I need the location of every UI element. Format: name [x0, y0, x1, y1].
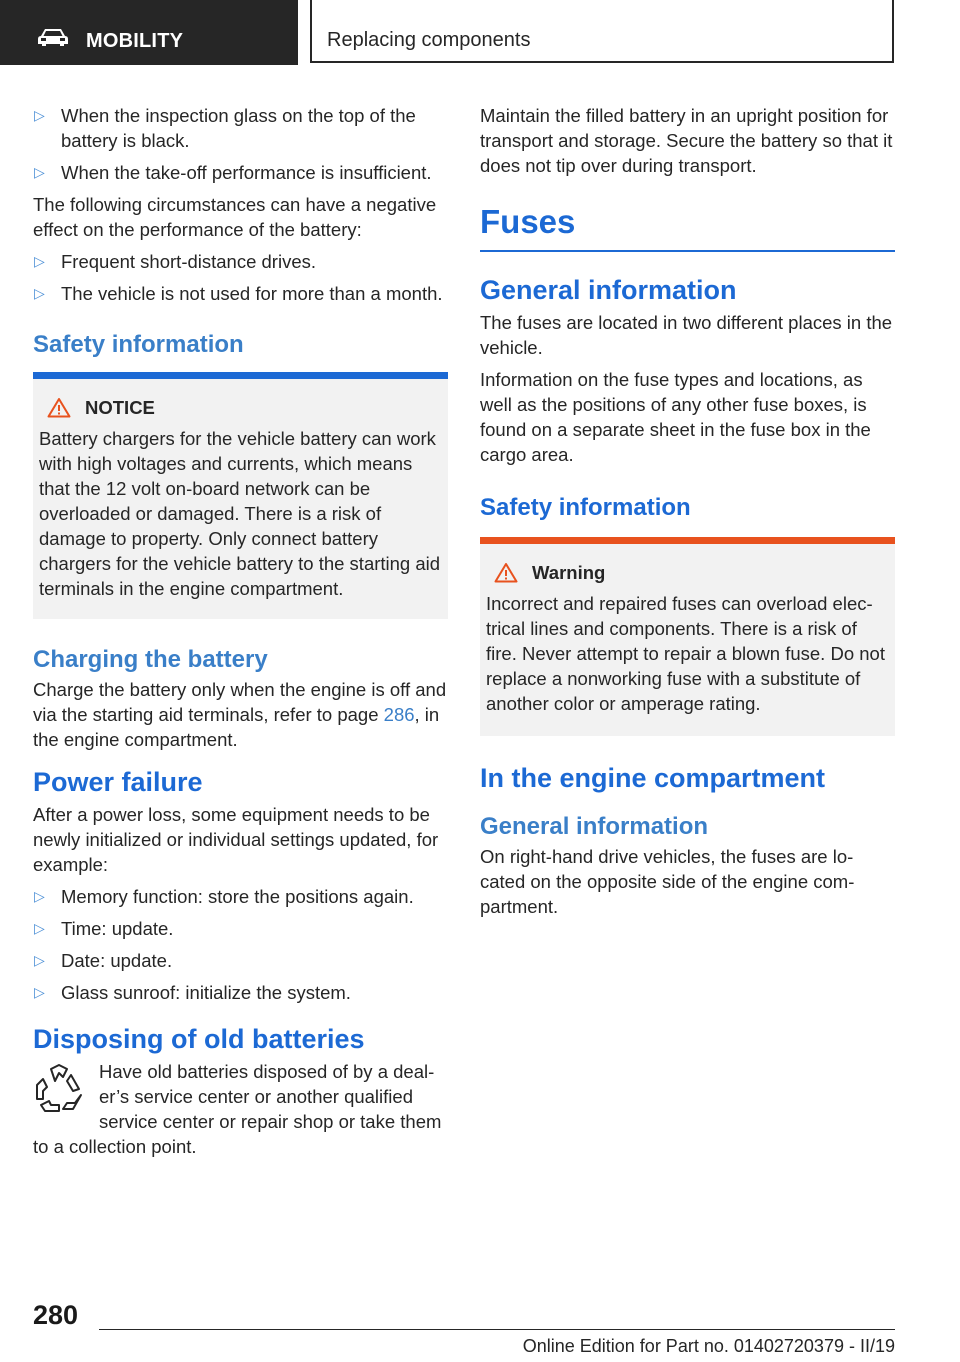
power-failure-list	[33, 884, 448, 1005]
warning-title: Warning	[532, 562, 606, 583]
power-failure-heading: Power failure	[33, 767, 203, 797]
disposing-text: Have old batteries disposed of by a deal‐er’s service center or another qualified service center or repair shop or take them to a collection point.	[33, 1061, 442, 1157]
disposing-section	[33, 1059, 448, 1159]
chapter-title: Replacing components	[327, 29, 531, 51]
list-item: ▷ When the inspection glass on the top of the battery is black.	[34, 105, 416, 151]
warning-box	[480, 537, 895, 736]
general-heading: General information	[480, 275, 737, 305]
list-item: ▷ The vehicle is not used for more than a month.	[34, 283, 443, 304]
page-number: 280	[33, 1300, 79, 1330]
disposing-heading: Disposing of old batteries	[33, 1024, 365, 1054]
power-failure-text: After a power loss, some equipment needs to be newly initialized or individual settings updated, for example:	[33, 804, 439, 875]
safety-heading: Safety information	[33, 331, 244, 358]
charging-heading: Charging the battery	[33, 646, 268, 673]
page-reference-link[interactable]: 286	[383, 704, 415, 725]
notice-title: NOTICE	[85, 397, 155, 418]
general-text-2: Information on the fuse types and locations, as well as the positions of any other fuse boxes, is found on a separate sheet in the fuse box in the cargo area.	[480, 369, 871, 465]
fuses-heading: Fuses	[480, 203, 576, 240]
triangle-bullet-icon: ▷	[34, 285, 45, 301]
circumstances-intro: The following circumstances can have a negative effect on the performance of the battery:	[33, 194, 437, 240]
list-item: ▷ Memory function: store the positions again.	[34, 886, 414, 907]
safety-heading: Safety information	[480, 494, 691, 521]
list-item: ▷ Frequent short-distance drives.	[34, 251, 317, 272]
list-item: ▷ Date: update.	[34, 950, 173, 971]
footer-rule	[99, 1329, 895, 1330]
list-item: ▷ Glass sunroof: initialize the system.	[34, 982, 351, 1003]
section-title: MOBILITY	[86, 30, 184, 52]
warning-text: Incorrect and repaired fuses can overload elec‐trical lines and components. There is a risk of fire. Never attempt to repair a blown fuse. Do not replace a nonworking fuse with a substitute of another color or amperage rating.	[486, 593, 885, 714]
triangle-bullet-icon: ▷	[34, 253, 45, 269]
triangle-bullet-icon: ▷	[34, 107, 45, 123]
engine-text: On right-hand drive vehicles, the fuses are lo‐cated on the opposite side of the engine com‐partment.	[480, 846, 855, 917]
charging-text: Charge the battery only when the engine is off and via the starting aid terminals, refer to page 286, in the engine compartment.	[33, 679, 447, 750]
warning-header	[486, 560, 889, 585]
maintain-text: Maintain the filled battery in an upright position for transport and storage. Secure the battery so that it does not tip over during transport.	[480, 105, 893, 176]
notice-box	[33, 372, 448, 619]
section-tab	[0, 0, 298, 65]
triangle-bullet-icon: ▷	[34, 984, 45, 1000]
triangle-bullet-icon: ▷	[34, 888, 45, 904]
fuses-rule	[480, 250, 895, 252]
notice-text: Battery chargers for the vehicle battery can work with high voltages and currents, which means that the 12 volt on-board network can be overloaded or damaged. There is a risk of damage to property. Only connect battery chargers for the vehicle battery to the starting aid terminals in the engine compartment.	[39, 428, 441, 599]
left-column	[33, 103, 448, 1159]
general-text-1: The fuses are located in two different places in the vehicle.	[480, 312, 893, 358]
recycle-icon	[33, 1063, 85, 1115]
list-item: ▷ When the take-off performance is insufficient.	[34, 162, 432, 183]
warning-triangle-icon	[47, 397, 71, 418]
engine-compartment-heading: In the engine compartment	[480, 763, 826, 793]
car-icon	[37, 27, 69, 47]
list-item: ▷ Time: update.	[34, 918, 174, 939]
warning-triangle-icon	[494, 562, 518, 583]
triangle-bullet-icon: ▷	[34, 952, 45, 968]
triangle-bullet-icon: ▷	[34, 920, 45, 936]
chapter-tab	[310, 0, 894, 63]
battery-check-list	[33, 103, 448, 185]
engine-general-heading: General information	[480, 813, 709, 840]
right-column	[480, 103, 895, 926]
notice-header	[39, 395, 442, 420]
circumstances-list	[33, 249, 448, 306]
edition-note: Online Edition for Part no. 01402720379 - II/19	[522, 1336, 895, 1356]
triangle-bullet-icon: ▷	[34, 164, 45, 180]
